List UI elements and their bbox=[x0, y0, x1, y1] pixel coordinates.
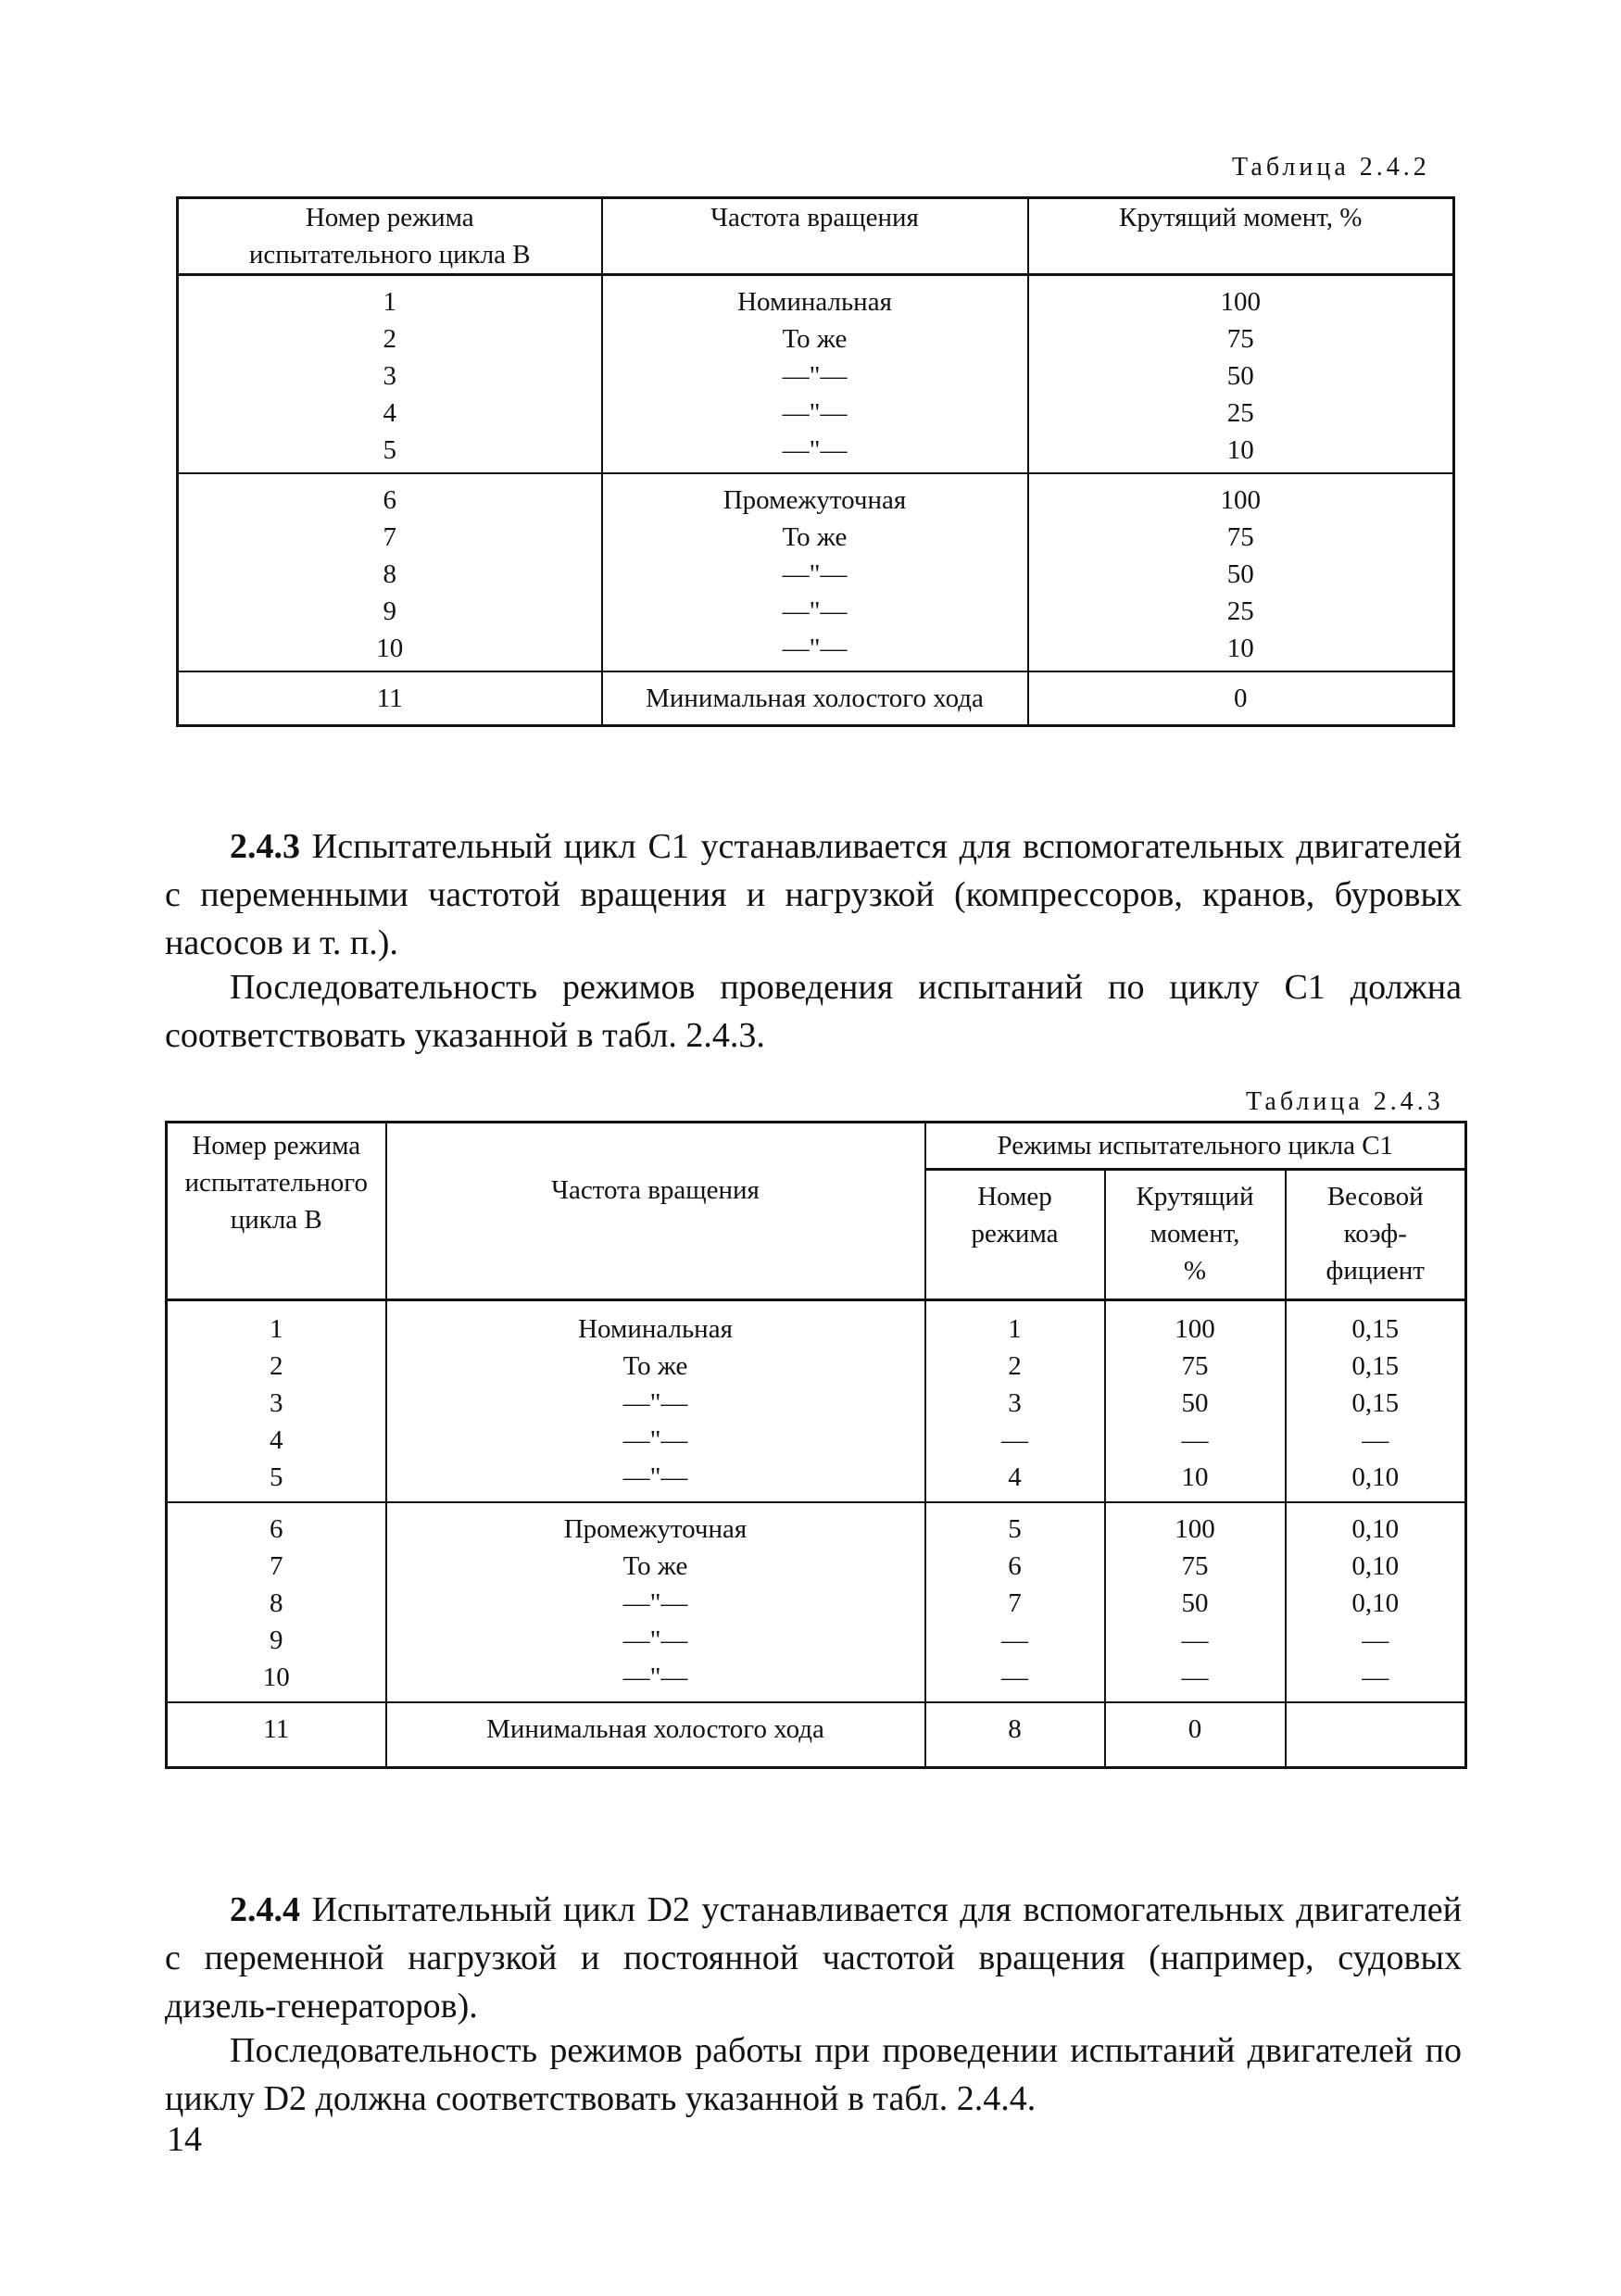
header-torque-line: Крутящий момент, % bbox=[1119, 203, 1363, 232]
speed-value: —"— bbox=[782, 398, 848, 428]
c1-weight-cell bbox=[1286, 1702, 1466, 1768]
c1-mode-value: 3 bbox=[1008, 1388, 1022, 1418]
speed-cell bbox=[602, 473, 1028, 671]
c1-weight-value: 0,10 bbox=[1351, 1588, 1400, 1618]
speed-value: Номинальная bbox=[737, 287, 892, 317]
mode-value: 5 bbox=[383, 435, 396, 465]
speed-value: То же bbox=[782, 522, 848, 552]
header-c1-torque-line: Крутящий bbox=[1136, 1182, 1254, 1211]
header-c1-weight-line: фициент bbox=[1326, 1256, 1425, 1286]
section-2-4-4-paragraph-1 bbox=[165, 1886, 1462, 2030]
header-c1-mode-cell bbox=[925, 1170, 1105, 1300]
header-c1-weight-line: коэф- bbox=[1343, 1219, 1407, 1248]
c1-torque-value: — bbox=[1181, 1662, 1209, 1692]
mode-value: 10 bbox=[376, 634, 404, 663]
header-c1-mode-line: Номер bbox=[977, 1182, 1052, 1211]
torque-value: 10 bbox=[1226, 634, 1254, 663]
mode-cell bbox=[167, 1300, 386, 1503]
c1-torque-value: 100 bbox=[1175, 1514, 1215, 1544]
mode-value: 3 bbox=[383, 361, 396, 391]
speed-value: —"— bbox=[622, 1388, 688, 1418]
c1-mode-cell bbox=[925, 1702, 1105, 1768]
c1-mode-value: — bbox=[1001, 1662, 1028, 1692]
mode-value: 8 bbox=[270, 1588, 283, 1618]
header-speed-line: Частота вращения bbox=[551, 1175, 760, 1205]
header-mode-line: Номер режима bbox=[192, 1131, 361, 1161]
c1-weight-value: 0,15 bbox=[1351, 1351, 1400, 1381]
table-2-4-2-group bbox=[178, 275, 1454, 474]
mode-value: 1 bbox=[383, 287, 396, 317]
torque-value: 75 bbox=[1226, 324, 1254, 354]
c1-mode-value: 2 bbox=[1008, 1351, 1022, 1381]
c1-weight-value: — bbox=[1362, 1662, 1389, 1692]
speed-cell bbox=[386, 1300, 925, 1503]
header-c1-weight-cell bbox=[1286, 1170, 1466, 1300]
torque-value: 25 bbox=[1226, 398, 1254, 428]
torque-value: 0 bbox=[1234, 684, 1248, 713]
mode-value: 9 bbox=[383, 596, 396, 626]
c1-mode-value: 8 bbox=[1008, 1714, 1022, 1744]
section-number: 2.4.3 bbox=[230, 827, 300, 866]
mode-value: 6 bbox=[270, 1514, 283, 1544]
c1-torque-value: 50 bbox=[1181, 1588, 1209, 1618]
c1-torque-value: 50 bbox=[1181, 1388, 1209, 1418]
mode-value: 6 bbox=[383, 485, 396, 515]
mode-cell bbox=[178, 671, 602, 726]
section-text: Испытательный цикл С1 устанавливается для вспомогательных двигателей с переменными частотой вращения и нагрузкой (компрессоров, кранов, буровых насосов и т. п.). bbox=[165, 827, 1462, 962]
table-2-4-3-header-top bbox=[167, 1123, 1466, 1170]
mode-value: 2 bbox=[270, 1351, 283, 1381]
table-2-4-3 bbox=[165, 1121, 1467, 1769]
speed-value: —"— bbox=[622, 1425, 688, 1455]
c1-weight-value: 0,15 bbox=[1351, 1314, 1400, 1344]
header-mode-cell bbox=[178, 198, 602, 275]
section-number: 2.4.4 bbox=[230, 1890, 300, 1929]
mode-cell bbox=[167, 1702, 386, 1768]
torque-value: 50 bbox=[1226, 361, 1254, 391]
speed-value: —"— bbox=[782, 634, 848, 663]
header-speed-line: Частота вращения bbox=[710, 203, 919, 232]
speed-value: Промежуточная bbox=[723, 485, 907, 515]
mode-value: 4 bbox=[270, 1425, 283, 1455]
torque-value: 75 bbox=[1226, 522, 1254, 552]
header-c1-mode-line: режима bbox=[971, 1219, 1059, 1248]
speed-value: Минимальная холостого хода bbox=[486, 1714, 824, 1744]
mode-cell bbox=[178, 473, 602, 671]
speed-value: Минимальная холостого хода bbox=[646, 684, 984, 713]
c1-mode-value: — bbox=[1001, 1425, 1028, 1455]
table-2-4-3-group bbox=[167, 1702, 1466, 1768]
mode-value: 2 bbox=[383, 324, 396, 354]
speed-value: То же bbox=[622, 1551, 688, 1581]
table-2-4-2 bbox=[176, 196, 1455, 727]
c1-weight-cell bbox=[1286, 1300, 1466, 1503]
c1-mode-value: 6 bbox=[1008, 1551, 1022, 1581]
speed-value: Номинальная bbox=[578, 1314, 733, 1344]
c1-weight-value: 0,10 bbox=[1351, 1514, 1400, 1544]
c1-mode-value: 5 bbox=[1008, 1514, 1022, 1544]
c1-weight-cell bbox=[1286, 1502, 1466, 1702]
header-speed-cell bbox=[386, 1123, 925, 1300]
table-2-4-2-group bbox=[178, 473, 1454, 671]
table-2-4-2-group bbox=[178, 671, 1454, 726]
c1-mode-value: 4 bbox=[1008, 1462, 1022, 1492]
c1-weight-value: 0,10 bbox=[1351, 1462, 1400, 1492]
mode-value: 7 bbox=[383, 522, 396, 552]
speed-cell bbox=[386, 1702, 925, 1768]
table-caption-2-4-3: Таблица 2.4.3 bbox=[1246, 1087, 1444, 1116]
torque-cell bbox=[1028, 275, 1454, 474]
header-mode-line: Номер режима bbox=[305, 203, 474, 232]
mode-value: 8 bbox=[383, 559, 396, 589]
mode-value: 4 bbox=[383, 398, 396, 428]
page-number: 14 bbox=[167, 2120, 202, 2159]
torque-cell bbox=[1028, 473, 1454, 671]
header-c1-group-cell bbox=[925, 1123, 1466, 1170]
c1-weight-value: — bbox=[1362, 1425, 1389, 1455]
c1-torque-cell bbox=[1105, 1300, 1286, 1503]
section-2-4-4-paragraph-2: Последовательность режимов работы при проведении испытаний двигателей по циклу D2 должна соответствовать указанной в табл. 2.4.4. bbox=[165, 2031, 1462, 2118]
header-mode-line: испытательного цикла В bbox=[248, 240, 531, 270]
header-c1-torque-line: % bbox=[1183, 1256, 1207, 1286]
speed-value: —"— bbox=[782, 596, 848, 626]
speed-value: Промежуточная bbox=[563, 1514, 748, 1544]
section-2-4-3-paragraph-2: Последовательность режимов проведения испытаний по циклу С1 должна соответствовать указанной в табл. 2.4.3. bbox=[165, 968, 1462, 1055]
speed-value: —"— bbox=[782, 559, 848, 589]
torque-value: 25 bbox=[1226, 596, 1254, 626]
c1-torque-cell bbox=[1105, 1502, 1286, 1702]
speed-value: То же bbox=[622, 1351, 688, 1381]
c1-mode-cell bbox=[925, 1300, 1105, 1503]
speed-value: То же bbox=[782, 324, 848, 354]
table-2-4-3-group bbox=[167, 1300, 1466, 1503]
c1-torque-value: — bbox=[1181, 1425, 1209, 1455]
c1-torque-value: 75 bbox=[1181, 1551, 1209, 1581]
header-mode-cell bbox=[167, 1123, 386, 1300]
c1-mode-value: — bbox=[1001, 1625, 1028, 1655]
c1-torque-value: — bbox=[1181, 1625, 1209, 1655]
c1-torque-cell bbox=[1105, 1702, 1286, 1768]
torque-value: 50 bbox=[1226, 559, 1254, 589]
c1-torque-value: 10 bbox=[1181, 1462, 1209, 1492]
header-speed-cell bbox=[602, 198, 1028, 275]
speed-value: —"— bbox=[622, 1625, 688, 1655]
c1-mode-cell bbox=[925, 1502, 1105, 1702]
table-2-4-2-header bbox=[178, 198, 1454, 275]
torque-value: 10 bbox=[1226, 435, 1254, 465]
table-caption-2-4-2: Таблица 2.4.2 bbox=[1232, 153, 1430, 182]
mode-value: 9 bbox=[270, 1625, 283, 1655]
speed-value: —"— bbox=[622, 1462, 688, 1492]
speed-value: —"— bbox=[622, 1662, 688, 1692]
header-c1-weight-line: Весовой bbox=[1326, 1182, 1424, 1211]
speed-cell bbox=[386, 1502, 925, 1702]
torque-cell bbox=[1028, 671, 1454, 726]
torque-value: 100 bbox=[1220, 485, 1261, 515]
c1-weight-value: 0,15 bbox=[1351, 1388, 1400, 1418]
mode-value: 7 bbox=[270, 1551, 283, 1581]
header-mode-line: испытательного bbox=[184, 1168, 368, 1198]
header-c1-group-line: Режимы испытательного цикла С1 bbox=[997, 1131, 1394, 1161]
table-2-4-3-group bbox=[167, 1502, 1466, 1702]
speed-cell bbox=[602, 275, 1028, 474]
mode-cell bbox=[167, 1502, 386, 1702]
c1-torque-value: 75 bbox=[1181, 1351, 1209, 1381]
c1-mode-value: 1 bbox=[1008, 1314, 1022, 1344]
mode-value: 5 bbox=[270, 1462, 283, 1492]
mode-value: 1 bbox=[270, 1314, 283, 1344]
c1-weight-value: — bbox=[1362, 1625, 1389, 1655]
section-2-4-3-paragraph-1 bbox=[165, 822, 1462, 967]
mode-value: 11 bbox=[263, 1714, 290, 1744]
c1-weight-value bbox=[1287, 1711, 1465, 1748]
header-torque-cell bbox=[1028, 198, 1454, 275]
header-c1-torque-line: момент, bbox=[1150, 1219, 1240, 1248]
mode-value: 3 bbox=[270, 1388, 283, 1418]
c1-torque-value: 0 bbox=[1187, 1714, 1202, 1744]
c1-mode-value: 7 bbox=[1008, 1588, 1022, 1618]
c1-torque-value: 100 bbox=[1175, 1314, 1215, 1344]
speed-value: —"— bbox=[622, 1588, 688, 1618]
mode-value: 10 bbox=[262, 1662, 290, 1692]
header-c1-torque-cell bbox=[1105, 1170, 1286, 1300]
c1-weight-value: 0,10 bbox=[1351, 1551, 1400, 1581]
mode-cell bbox=[178, 275, 602, 474]
speed-cell bbox=[602, 671, 1028, 726]
speed-value: —"— bbox=[782, 361, 848, 391]
section-text: Испытательный цикл D2 устанавливается для вспомогательных двигателей с переменной нагрузкой и постоянной частотой вращения (например, судовых дизель-генераторов). bbox=[165, 1890, 1462, 2026]
torque-value: 100 bbox=[1220, 287, 1261, 317]
header-mode-line: цикла В bbox=[230, 1205, 322, 1235]
speed-value: —"— bbox=[782, 435, 848, 465]
mode-value: 11 bbox=[376, 684, 403, 713]
